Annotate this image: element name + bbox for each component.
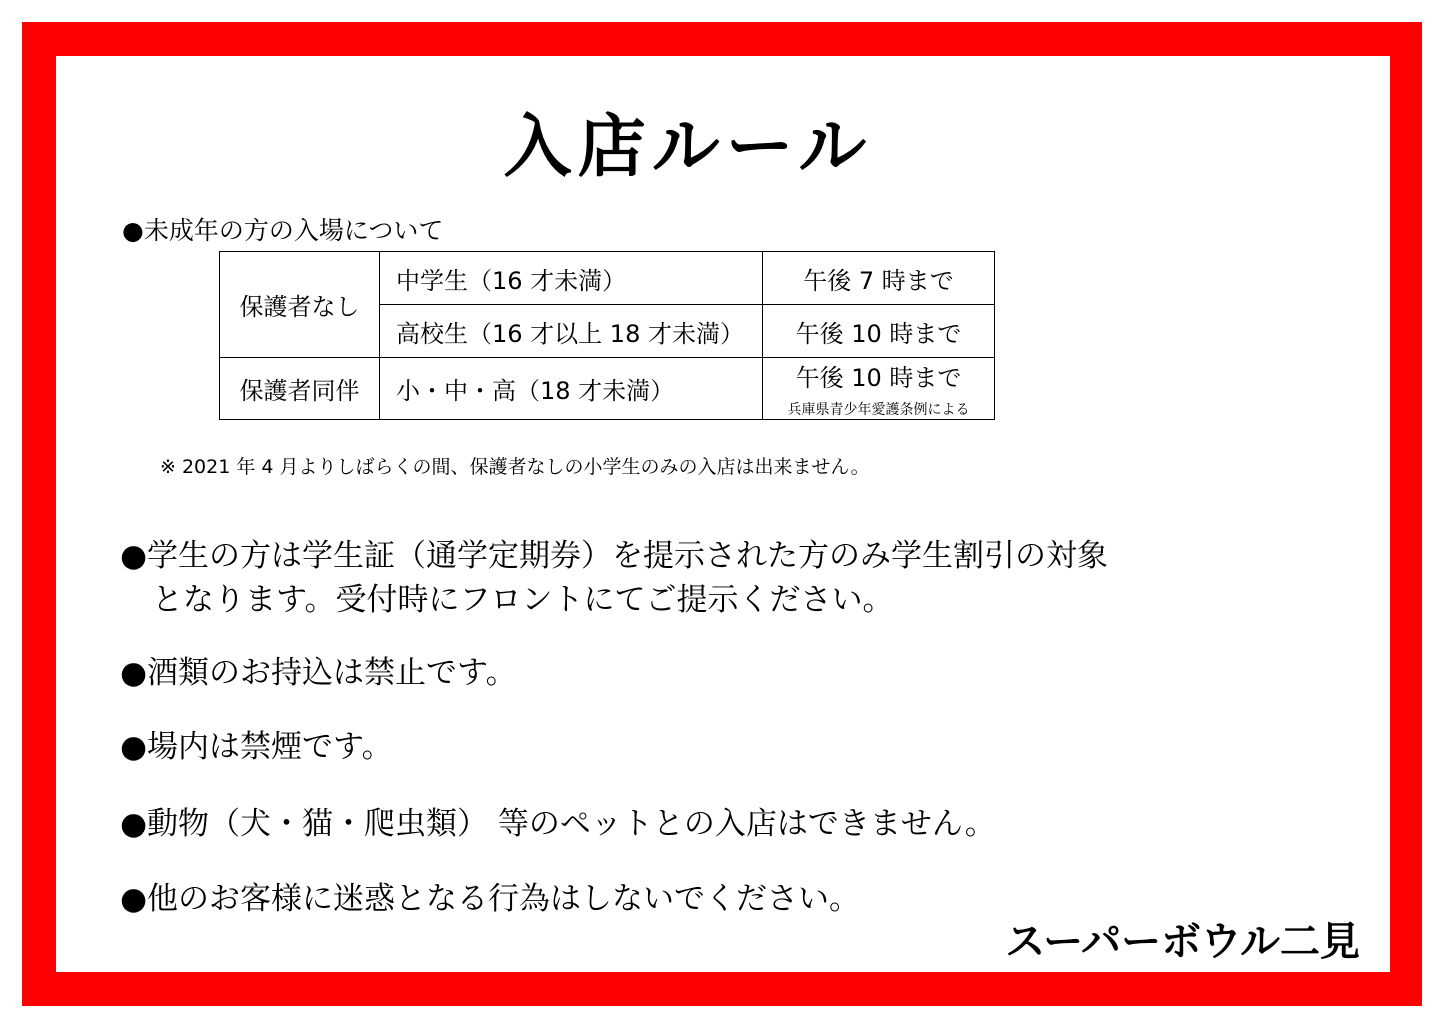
table-row bbox=[220, 252, 995, 305]
group-cell: 保護者同伴 bbox=[220, 358, 380, 420]
time-cell: 午後 7 時まで bbox=[763, 252, 995, 305]
page-title: 入店ルール bbox=[503, 108, 873, 187]
category-cell: 中学生（16 才未満） bbox=[380, 252, 763, 305]
rule-text: ●場内は禁煙です。 bbox=[120, 729, 393, 765]
rule-text-continued: となります。受付時にフロントにてご提示ください。 bbox=[152, 582, 894, 618]
ordinance-note: 兵庫県青少年愛護条例による bbox=[787, 402, 970, 418]
rule-item-alcohol bbox=[120, 651, 517, 695]
rule-text: ●動物（犬・猫・爬虫類） 等のペットとの入店はできません。 bbox=[120, 806, 996, 842]
minor-section-heading: ●未成年の方の入場について bbox=[122, 216, 444, 245]
footnote: ※ 2021 年 4 月よりしばらくの間、保護者なしの小学生のみの入店は出来ません。 bbox=[160, 456, 870, 478]
rule-text: ●学生の方は学生証（通学定期券）を提示された方のみ学生割引の対象 bbox=[120, 538, 1109, 574]
category-cell: 高校生（16 才以上 18 才未満） bbox=[380, 305, 763, 358]
time-cell bbox=[763, 358, 995, 420]
red-border-frame bbox=[22, 22, 1422, 1006]
time-cell: 午後 10 時まで bbox=[763, 305, 995, 358]
rule-item-no-disturbance bbox=[120, 877, 860, 921]
notice-panel bbox=[56, 56, 1390, 972]
category-cell: 小・中・高（18 才未満） bbox=[380, 358, 763, 420]
rule-item-student-discount bbox=[120, 534, 1108, 622]
rule-text: ●他のお客様に迷惑となる行為はしないでください。 bbox=[120, 881, 861, 917]
rule-text: ●酒類のお持込は禁止です。 bbox=[120, 655, 517, 691]
minor-rules-table bbox=[219, 251, 995, 420]
table-row bbox=[220, 358, 995, 420]
rule-item-no-pets bbox=[120, 802, 996, 846]
rule-item-no-smoking bbox=[120, 725, 393, 769]
time-value: 午後 10 時まで bbox=[795, 364, 962, 392]
brand-name: スーパーボウル二見 bbox=[1005, 919, 1360, 965]
group-cell: 保護者なし bbox=[220, 252, 380, 358]
